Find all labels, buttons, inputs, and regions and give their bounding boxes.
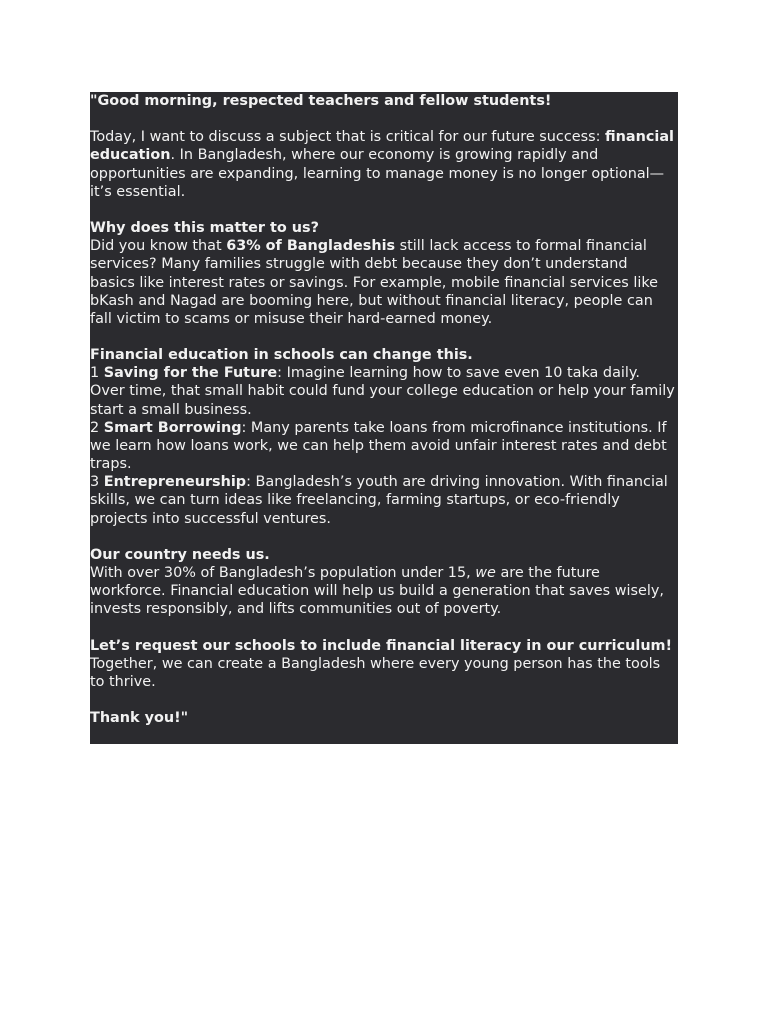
list-item bbox=[90, 419, 676, 473]
list-item-text: : Imagine learning how to save even 10 taka daily. Over time, that small habit could fund your college education or help your family start a small business. bbox=[90, 365, 675, 418]
list-item-text: : Many parents take loans from microfinance institutions. If we learn how loans work, we can help them avoid unfair interest rates and debt traps. bbox=[90, 419, 667, 473]
list-item-title: Smart Borrowing bbox=[103, 419, 242, 436]
intro-highlight: financial education bbox=[90, 129, 674, 164]
country-heading: Our country needs us. bbox=[90, 546, 270, 563]
paragraph-gap bbox=[90, 618, 676, 636]
greeting-line: "Good morning, respected teachers and fellow students! bbox=[90, 93, 552, 109]
closing-line: Thank you!" bbox=[90, 710, 189, 727]
intro-paragraph bbox=[90, 128, 676, 201]
list-item-text: : Bangladesh’s youth are driving innovation. With financial skills, we can turn ideas like freelancing, farming startups, or eco-friendly projects into successful ventures. bbox=[90, 474, 668, 527]
list-item-title: Entrepreneurship bbox=[103, 474, 247, 491]
list-item-number: 3 bbox=[90, 474, 104, 491]
why-text-before: Did you know that bbox=[90, 238, 227, 255]
why-paragraph bbox=[90, 237, 676, 328]
list-item bbox=[90, 473, 676, 527]
change-heading: Financial education in schools can change this. bbox=[90, 347, 473, 364]
paragraph-gap bbox=[90, 691, 676, 709]
speech-text-box bbox=[90, 92, 678, 744]
intro-text-before: Today, I want to discuss a subject that is critical for our future success: bbox=[90, 129, 605, 146]
country-text-before: With over 30% of Bangladesh’s population under 15, bbox=[90, 565, 476, 581]
country-text-after: are the future workforce. Financial education will help us build a generation that saves wisely, invests responsibly, and lifts communities out of poverty. bbox=[90, 565, 664, 618]
paragraph-gap bbox=[90, 528, 676, 546]
list-item bbox=[90, 364, 676, 418]
list-item-title: Saving for the Future bbox=[103, 365, 278, 382]
country-paragraph bbox=[90, 564, 676, 618]
intro-text-after: . In Bangladesh, where our economy is growing rapidly and opportunities are expanding, learning to manage money is no longer optional—it’s essential. bbox=[90, 147, 665, 200]
list-item-number: 2 bbox=[90, 419, 104, 436]
request-heading: Let’s request our schools to include financial literacy in our curriculum! bbox=[90, 637, 673, 654]
paragraph-gap bbox=[90, 110, 676, 128]
country-emphasis: we bbox=[475, 565, 496, 581]
paragraph-gap bbox=[90, 201, 676, 219]
paragraph-gap bbox=[90, 328, 676, 346]
request-paragraph: Together, we can create a Bangladesh where every young person has the tools to thrive. bbox=[90, 655, 661, 690]
why-highlight: 63% of Bangladeshis bbox=[226, 238, 396, 255]
list-item-number: 1 bbox=[90, 365, 104, 382]
why-text-after: still lack access to formal financial services? Many families struggle with debt because they don’t understand basics like interest rates or savings. For example, mobile financial services like bKash and Nagad are booming here, but without financial literacy, people can fall victim to scams or misuse their hard-earned money. bbox=[90, 238, 659, 327]
why-heading: Why does this matter to us? bbox=[90, 220, 319, 237]
